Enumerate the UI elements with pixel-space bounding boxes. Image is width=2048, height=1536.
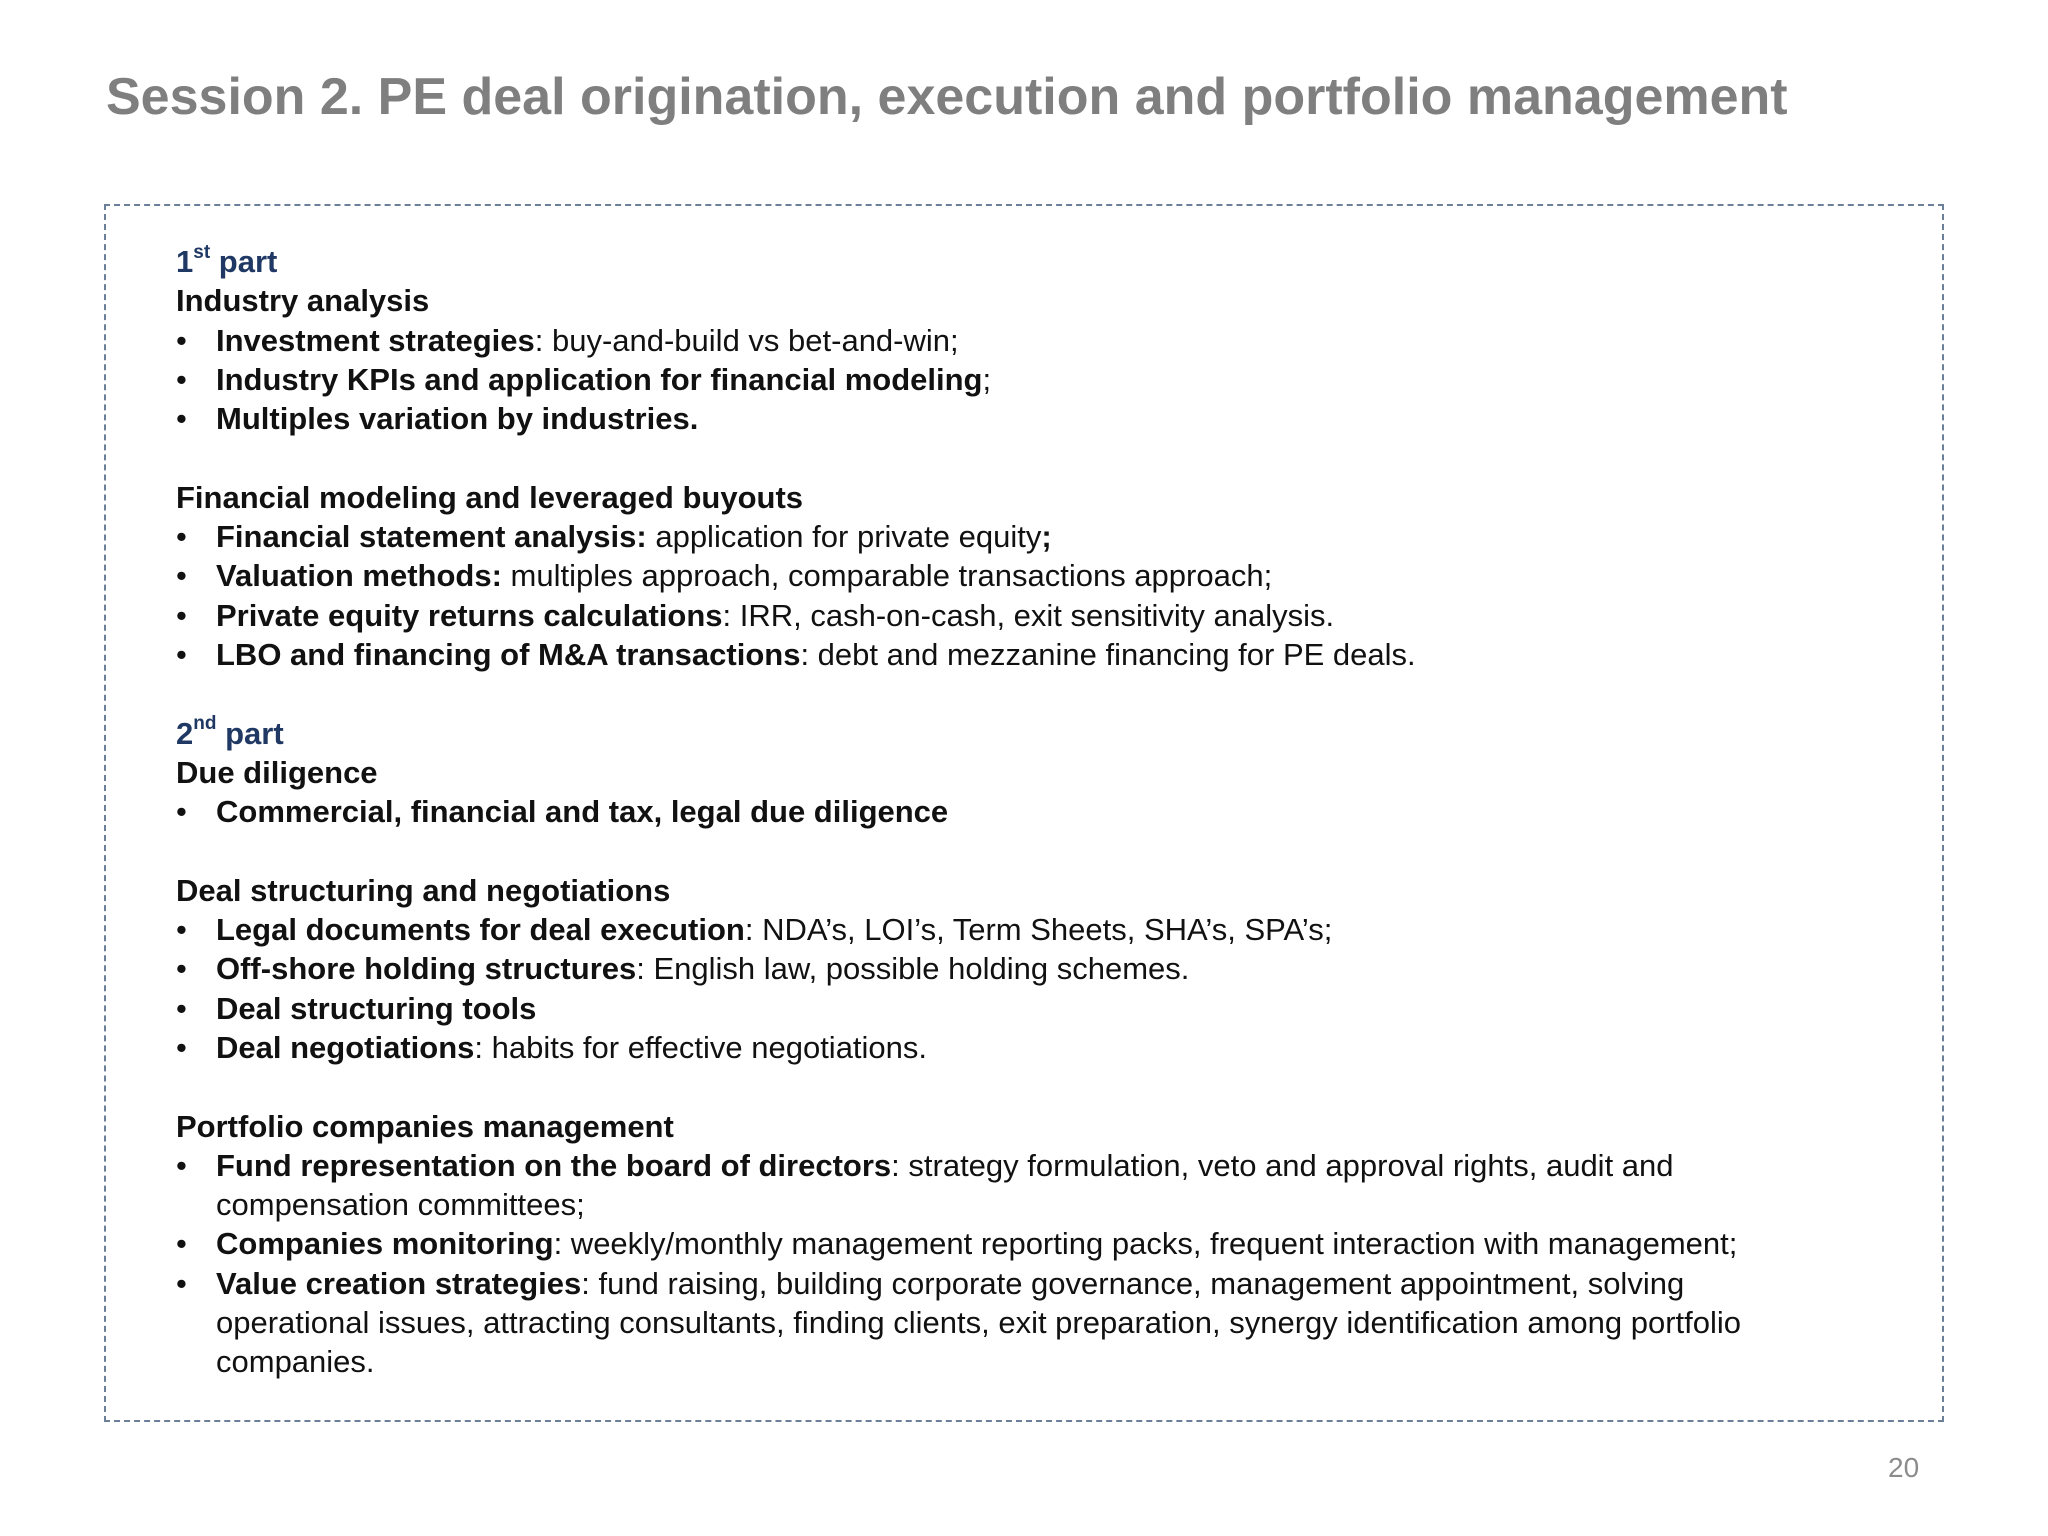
item-bold-text: Investment strategies: [216, 322, 535, 358]
item-bold-text: Industry KPIs and application for financial modeling: [216, 361, 983, 397]
part-2-number: 2: [176, 715, 194, 751]
item-bold-text: Value creation strategies: [216, 1265, 582, 1301]
part-1-number: 1: [176, 244, 194, 279]
content-body: [176, 242, 1942, 1382]
bullet-icon: •: [176, 558, 187, 594]
bullet-icon: •: [176, 990, 187, 1026]
item-text: : English law, possible holding schemes.: [636, 951, 1190, 987]
item-bold-text: LBO and financing of M&A transactions: [216, 636, 801, 672]
list-item: [176, 399, 1942, 438]
section-heading-portfolio-management: Portfolio companies management: [176, 1108, 674, 1144]
list-item: [176, 1146, 1942, 1225]
item-bold-text: Private equity returns calculations: [216, 597, 723, 633]
item-bold-text: Legal documents for deal execution: [216, 912, 745, 948]
item-bold-text: Multiples variation by industries.: [216, 401, 699, 437]
item-bold-text: Deal negotiations: [216, 1029, 475, 1065]
item-text: : strategy formulation, veto and approval rights, audit and compensation committees;: [216, 1147, 1674, 1223]
bullet-icon: •: [176, 322, 187, 358]
item-bold-text: Companies monitoring: [216, 1226, 554, 1262]
list-item: [176, 910, 1942, 949]
slide-title: Session 2. PE deal origination, execution and portfolio management: [106, 68, 1788, 126]
item-text: multiples approach, comparable transactions approach;: [501, 558, 1273, 594]
list-item: [176, 596, 1942, 635]
bullet-icon: •: [176, 912, 187, 948]
list-item: [176, 360, 1942, 399]
list-item: [176, 517, 1942, 556]
part-2-word: part: [216, 715, 284, 751]
list-item: [176, 1224, 1942, 1263]
bullet-icon: •: [176, 1265, 187, 1301]
list-item: [176, 989, 1942, 1028]
bullet-list-industry-analysis: [176, 321, 1942, 439]
section-heading-deal-structuring: Deal structuring and negotiations: [176, 872, 671, 908]
list-item: [176, 321, 1942, 360]
item-text: application for private equity: [646, 519, 1042, 555]
item-text: : NDA’s, LOI’s, Term Sheets, SHA’s, SPA’s;: [744, 912, 1333, 948]
list-item: [176, 635, 1942, 674]
bullet-list-portfolio-management: [176, 1146, 1942, 1382]
spacer: [176, 674, 1942, 713]
part-2-superscript: nd: [193, 713, 217, 735]
item-text: : weekly/monthly management reporting packs, frequent interaction with management;: [553, 1226, 1738, 1262]
bullet-icon: •: [176, 361, 187, 397]
bullet-icon: •: [176, 597, 187, 633]
section-heading-financial-modeling: Financial modeling and leveraged buyouts: [176, 479, 804, 515]
spacer: [176, 438, 1942, 477]
bullet-icon: •: [176, 1226, 187, 1262]
item-bold-text: Off-shore holding structures: [216, 951, 637, 987]
bullet-list-due-diligence: [176, 792, 1942, 831]
item-text: : IRR, cash-on-cash, exit sensitivity analysis.: [722, 597, 1335, 633]
item-text: : fund raising, building corporate governance, management appointment, solving operational issues, attracting consultants, finding clients, exit preparation, synergy identification among portfolio companies.: [216, 1265, 1742, 1380]
list-item: [176, 949, 1942, 988]
item-bold-tail: ;: [1041, 519, 1052, 555]
bullet-icon: •: [176, 951, 187, 987]
item-bold-text: Valuation methods:: [216, 558, 502, 594]
content-box: [104, 204, 1944, 1422]
spacer: [176, 831, 1942, 870]
item-bold-text: Fund representation on the board of directors: [216, 1147, 892, 1183]
item-text: : buy-and-build vs bet-and-win;: [534, 322, 959, 358]
part-1-label: [176, 242, 1942, 281]
spacer: [176, 1067, 1942, 1106]
item-text: ;: [982, 361, 992, 397]
bullet-icon: •: [176, 636, 187, 672]
section-heading-industry-analysis: Industry analysis: [176, 283, 430, 319]
bullet-icon: •: [176, 794, 187, 830]
part-2-label: [176, 714, 1942, 753]
part-1-superscript: st: [193, 241, 211, 263]
bullet-list-deal-structuring: [176, 910, 1942, 1067]
bullet-icon: •: [176, 1147, 187, 1183]
list-item: [176, 792, 1942, 831]
list-item: [176, 1028, 1942, 1067]
item-text: : habits for effective negotiations.: [474, 1029, 928, 1065]
list-item: [176, 556, 1942, 595]
item-bold-text: Commercial, financial and tax, legal due diligence: [216, 794, 949, 830]
part-1-word: part: [210, 244, 278, 279]
bullet-icon: •: [176, 519, 187, 555]
item-bold-text: Deal structuring tools: [216, 990, 537, 1026]
bullet-list-financial-modeling: [176, 517, 1942, 674]
bullet-icon: •: [176, 401, 187, 437]
item-bold-text: Financial statement analysis:: [216, 519, 647, 555]
list-item: [176, 1264, 1942, 1382]
item-text: : debt and mezzanine financing for PE deals.: [800, 636, 1416, 672]
page-number: 20: [1888, 1452, 1920, 1483]
bullet-icon: •: [176, 1029, 187, 1065]
section-heading-due-diligence: Due diligence: [176, 754, 378, 790]
